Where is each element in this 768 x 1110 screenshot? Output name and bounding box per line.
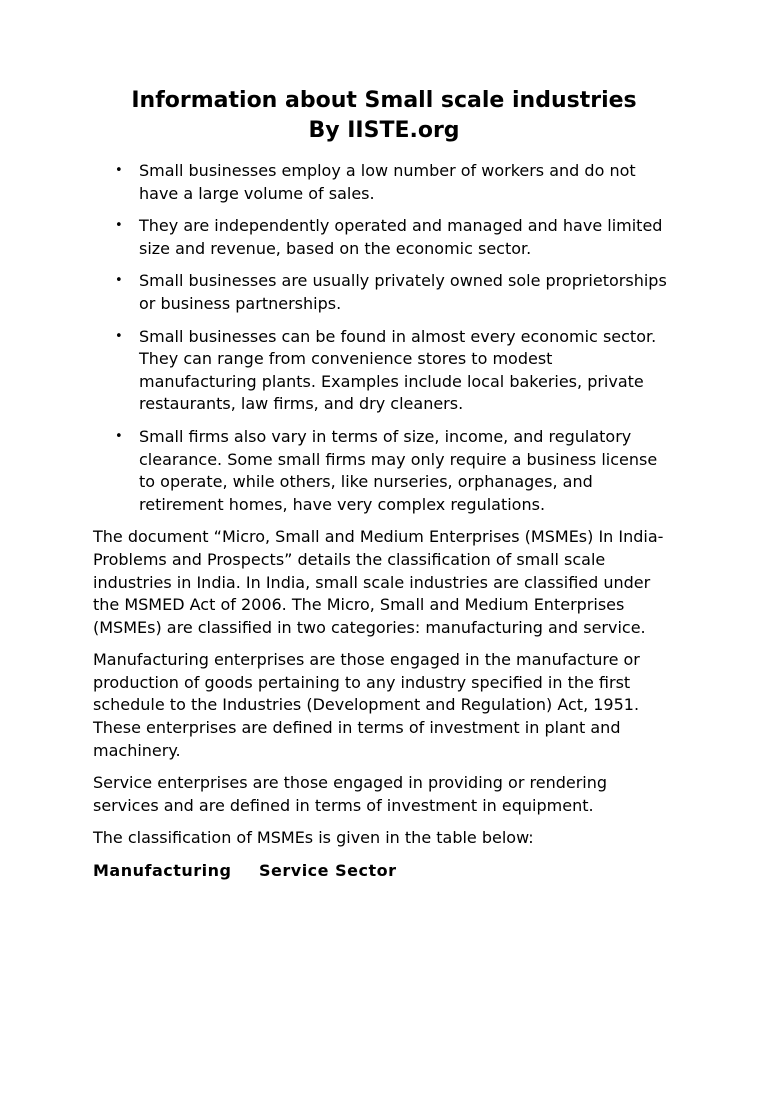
list-item-text: Small businesses can be found in almost every economic sector. They can range from convenience stores to modest manufacturing plants. Examples include local bakeries, private restaurants, law firms, and dry cleaners. [139,326,657,414]
list-item-text: Small businesses employ a low number of workers and do not have a large volume of sales. [139,161,636,203]
list-item [115,326,675,416]
document-page [0,86,768,1110]
classification-table-header [93,860,675,882]
bullet-list [93,160,675,516]
table-header-service-sector: Service Sector [259,861,397,881]
list-item [115,160,675,205]
list-item [115,215,675,260]
bullet-icon: • [115,428,123,444]
paragraph-classification-intro: The classification of MSMEs is given in the table below: [93,828,534,848]
bullet-icon: • [115,328,123,344]
paragraph-msme-document: The document “Micro, Small and Medium Enterprises (MSMEs) In India-Problems and Prospects” details the classification of small scale industries in India. In India, small scale industries are classified under the MSMED Act of 2006. The Micro, Small and Medium Enterprises (MSMEs) are classified in two categories: manufacturing and service. [93,527,664,637]
list-item-text: They are independently operated and managed and have limited size and revenue, based on the economic sector. [139,216,663,258]
bullet-icon: • [115,273,123,289]
document-title: Information about Small scale industries By IISTE.org [131,88,637,143]
list-item-text: Small businesses are usually privately owned sole proprietorships or business partnerships. [139,271,667,313]
table-header-manufacturing: Manufacturing [93,861,232,881]
list-item-text: Small firms also vary in terms of size, income, and regulatory clearance. Some small firms may only require a business license to operate, while others, like nurseries, orphanages, and retirement homes, have very complex regulations. [139,426,658,514]
bullet-icon: • [115,218,123,234]
paragraph-service: Service enterprises are those engaged in providing or rendering services and are defined in terms of investment in equipment. [93,773,608,815]
list-item [115,270,675,315]
paragraph-manufacturing: Manufacturing enterprises are those engaged in the manufacture or production of goods pertaining to any industry specified in the first schedule to the Industries (Development and Regulation) Act, 1951. These enterprises are defined in terms of investment in plant and machinery. [93,650,640,760]
bullet-icon: • [115,163,123,178]
list-item [115,426,675,516]
